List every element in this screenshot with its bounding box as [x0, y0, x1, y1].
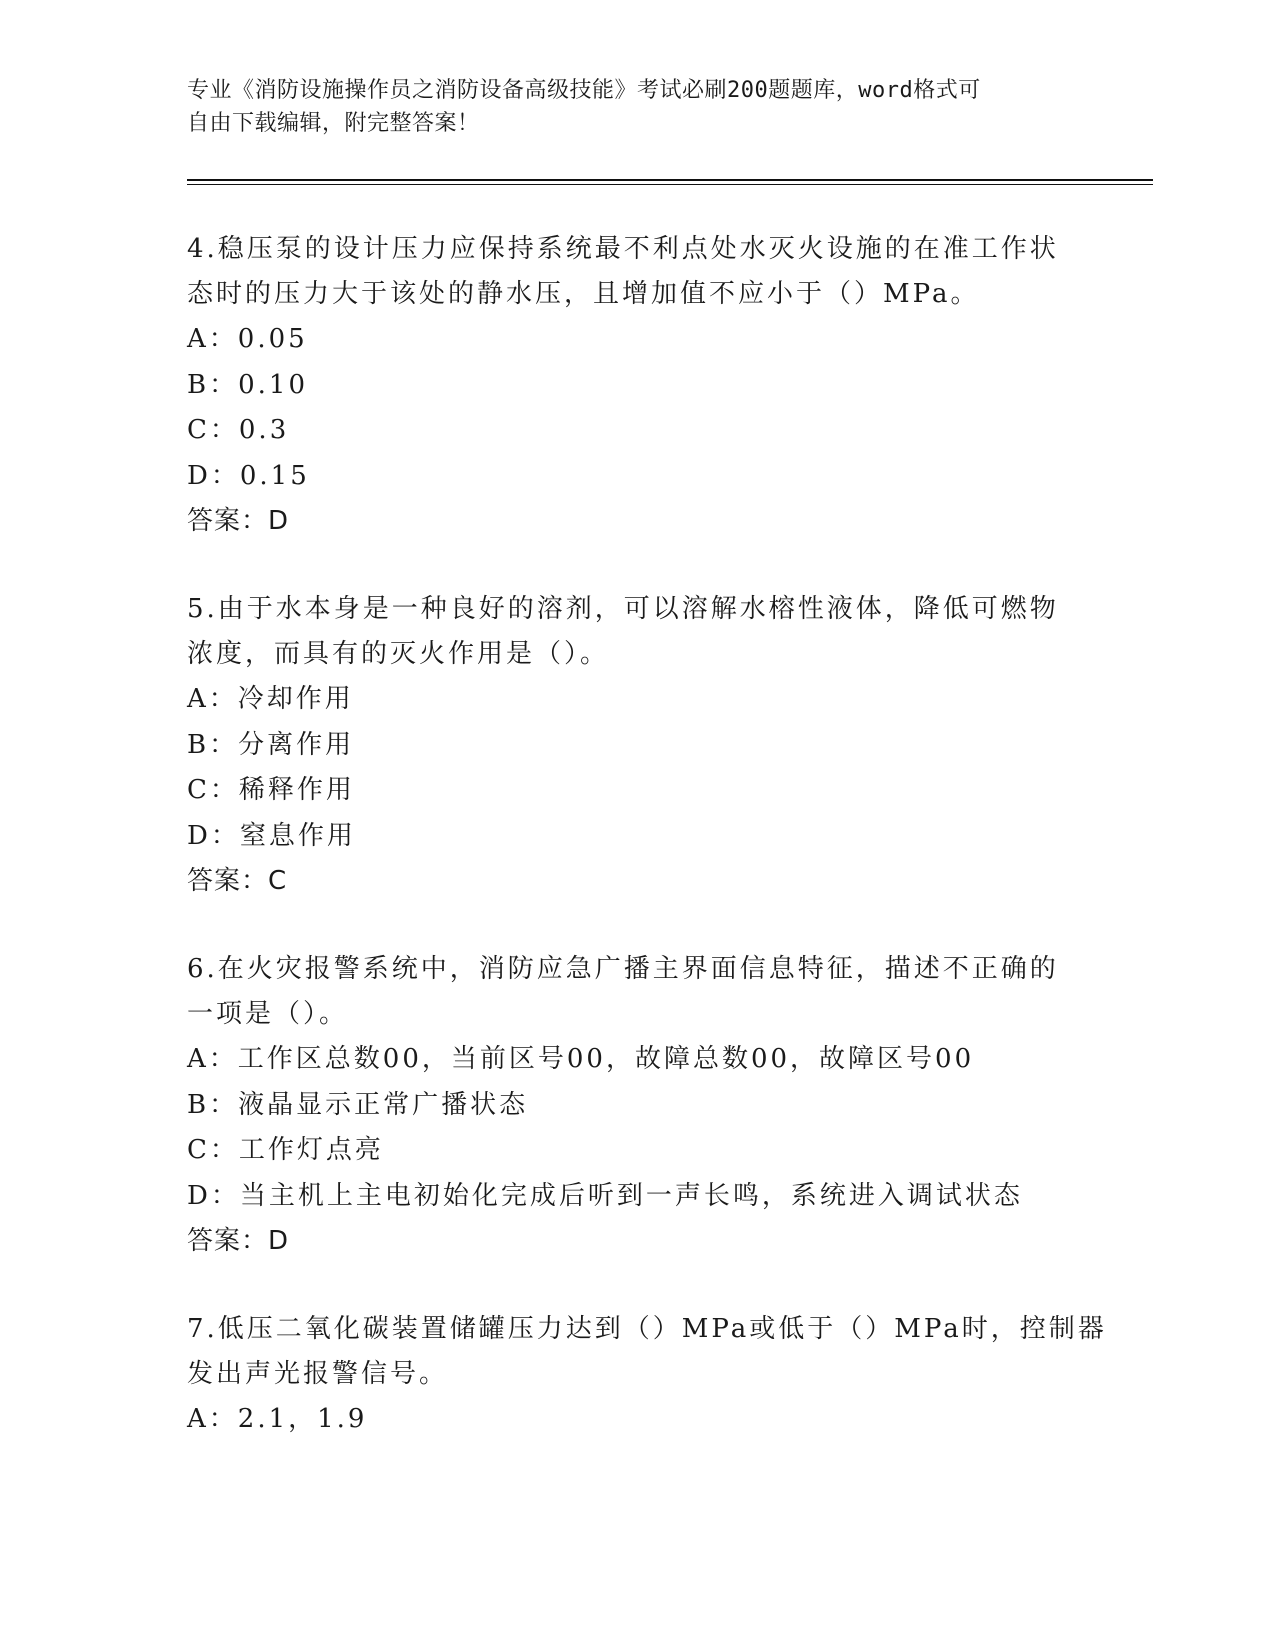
answer-label: 答案：C: [187, 866, 288, 896]
option-c: C：稀释作用: [187, 775, 355, 805]
question-stem-line: 浓度，而具有的灭火作用是（）。: [187, 639, 610, 669]
option-c: C：工作灯点亮: [187, 1135, 384, 1165]
option-d: D：当主机上主电初始化完成后听到一声长鸣，系统进入调试状态: [187, 1180, 1023, 1211]
document-header: [187, 74, 1087, 140]
option-a: A：冷却作用: [187, 684, 354, 714]
question-stem-line: 发出声光报警信号。: [187, 1359, 449, 1389]
option-d: D：窒息作用: [187, 820, 356, 851]
answer-label: 答案：D: [187, 506, 290, 536]
question-stem-line: 6.在火灾报警系统中，消防应急广播主界面信息特征，描述不正确的: [187, 954, 1059, 984]
question-stem-line: 5.由于水本身是一种良好的溶剂，可以溶解水榕性液体，降低可燃物: [187, 594, 1059, 624]
option-a: A：0.05: [187, 324, 308, 354]
question-4: [187, 227, 1087, 544]
header-divider-thin: [187, 184, 1153, 185]
question-5: [187, 587, 1087, 904]
header-divider-thick: [187, 179, 1153, 181]
answer-label: 答案：D: [187, 1226, 290, 1256]
question-6: [187, 947, 1087, 1264]
option-d: D：0.15: [187, 460, 310, 491]
question-stem-line: 一项是（）。: [187, 999, 349, 1029]
header-title-line: 专业《消防设施操作员之消防设备高级技能》考试必刷200题题库，word格式可: [187, 78, 981, 103]
option-b: B：分离作用: [187, 729, 355, 760]
header-subtitle-line: 自由下载编辑，附完整答案！: [187, 111, 480, 136]
option-a: A：工作区总数00，当前区号00，故障总数00，故障区号00: [187, 1044, 975, 1074]
option-b: B：0.10: [187, 369, 308, 400]
option-a: A：2.1，1.9: [187, 1404, 368, 1434]
question-7: [187, 1307, 1107, 1443]
option-c: C：0.3: [187, 415, 290, 445]
option-b: B：液晶显示正常广播状态: [187, 1089, 529, 1120]
question-stem-line: 7.低压二氧化碳装置储罐压力达到（）MPa或低于（）MPa时，控制器: [187, 1314, 1107, 1344]
question-stem-line: 态时的压力大于该处的静水压，且增加值不应小于（）MPa。: [187, 279, 980, 309]
question-stem-line: 4.稳压泵的设计压力应保持系统最不利点处水灭火设施的在准工作状: [187, 234, 1059, 264]
